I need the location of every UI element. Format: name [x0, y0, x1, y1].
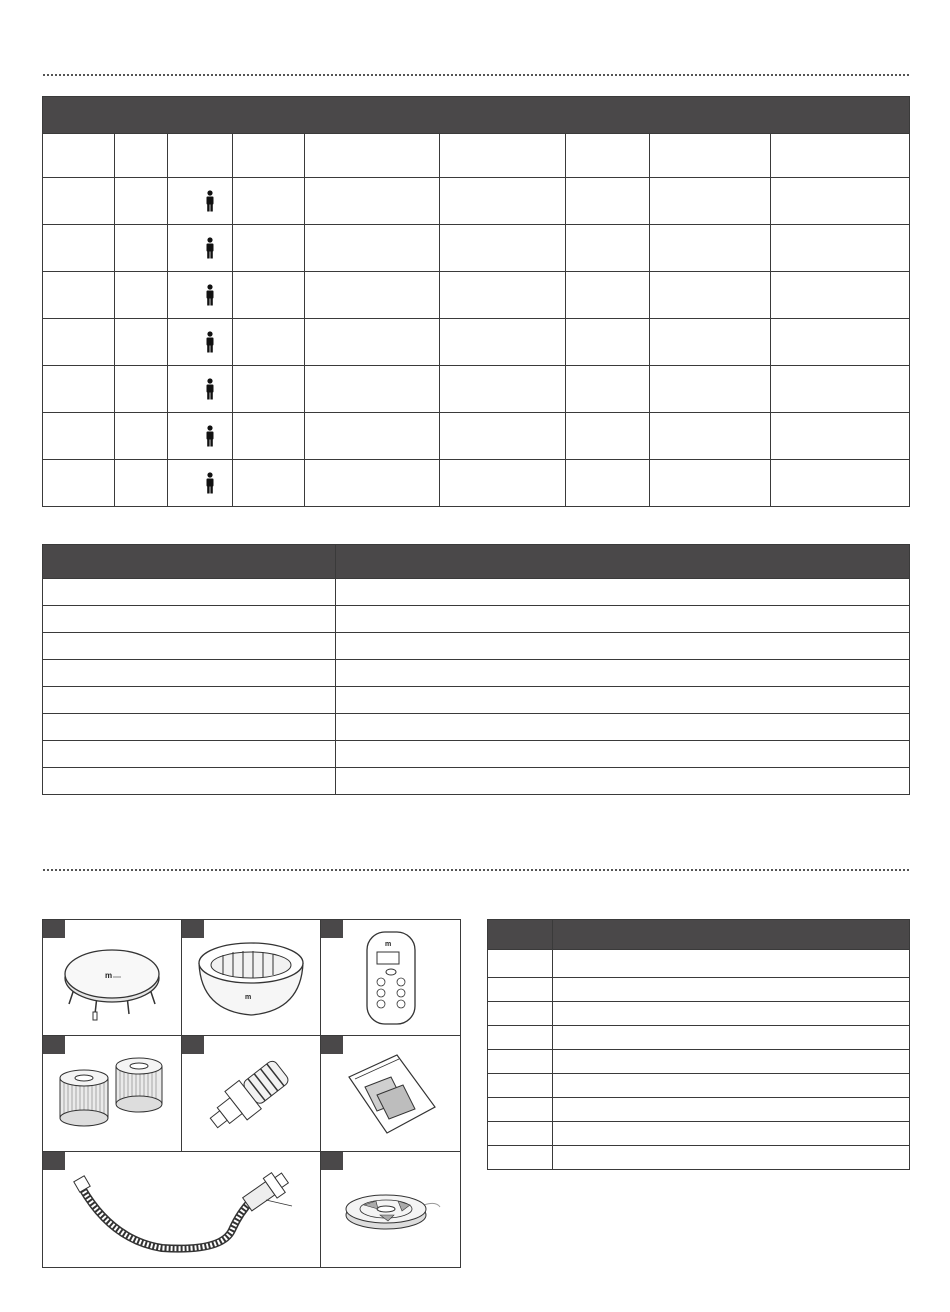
- column-header-4: [233, 134, 305, 178]
- remote-control-icon: [361, 928, 421, 1028]
- spec-table-row: [43, 413, 910, 460]
- spec-table-cell: [566, 178, 650, 225]
- parts-list-cell: [488, 1074, 553, 1098]
- spec-table-row: [43, 366, 910, 413]
- connection-hose-icon: [52, 1160, 312, 1260]
- info-table-cell: [43, 687, 336, 714]
- parts-list-header-right: [553, 920, 910, 950]
- part-cell-cover: [43, 920, 182, 1036]
- info-table-row: [43, 633, 910, 660]
- spec-table-cell: [771, 225, 910, 272]
- spec-table-cell: [566, 272, 650, 319]
- spec-table-cell: [233, 272, 305, 319]
- parts-list-row: [488, 1074, 910, 1098]
- spec-table-cell: [771, 366, 910, 413]
- spec-table-cell: [305, 366, 440, 413]
- spec-table-cell: [43, 413, 115, 460]
- parts-list-cell: [553, 1074, 910, 1098]
- info-table-cell: [336, 633, 910, 660]
- part-tag: [321, 920, 343, 938]
- info-table-cell: [336, 768, 910, 795]
- info-table-cell: [336, 714, 910, 741]
- spec-table-cell: [440, 413, 566, 460]
- spec-table-cell: [43, 272, 115, 319]
- info-table-row: [43, 660, 910, 687]
- spec-table-cell: [650, 178, 771, 225]
- spec-table-cell: [566, 319, 650, 366]
- part-tag: [43, 1036, 65, 1054]
- column-header-7: [566, 134, 650, 178]
- spec-table-cell: [566, 366, 650, 413]
- info-table-cell: [43, 579, 336, 606]
- spec-table-cell: [650, 272, 771, 319]
- parts-list-header-left: [488, 920, 553, 950]
- parts-list-table: [487, 919, 910, 1170]
- info-table-cell: [43, 633, 336, 660]
- part-cell-remote: [321, 920, 461, 1036]
- part-cell-filters: [43, 1036, 182, 1152]
- info-table-row: [43, 579, 910, 606]
- parts-list-cell: [553, 950, 910, 978]
- info-table: [42, 544, 910, 795]
- part-tag: [182, 920, 204, 938]
- spec-table-cell: [305, 460, 440, 507]
- parts-list-row: [488, 1098, 910, 1122]
- info-table-cell: [43, 768, 336, 795]
- spec-table-cell: [115, 460, 168, 507]
- info-table-cell: [336, 741, 910, 768]
- spec-table-cell: [168, 178, 233, 225]
- spec-table-cell: [115, 178, 168, 225]
- spec-table-cell: [440, 366, 566, 413]
- info-table-cell: [336, 579, 910, 606]
- spec-table-cell: [233, 178, 305, 225]
- part-cell-hose: [43, 1152, 321, 1268]
- parts-grid: [42, 919, 461, 1268]
- parts-list-cell: [488, 1050, 553, 1074]
- spec-table-cell: [440, 225, 566, 272]
- parts-list-cell: [553, 1122, 910, 1146]
- spec-table-title-cell: [43, 97, 910, 134]
- column-header-3: [168, 134, 233, 178]
- info-table-row: [43, 714, 910, 741]
- spa-tub-icon: [191, 933, 311, 1023]
- parts-list-row: [488, 1002, 910, 1026]
- part-tag: [321, 1036, 343, 1054]
- person-icon: [205, 331, 215, 353]
- spec-table-row: [43, 178, 910, 225]
- parts-list-cell: [488, 1026, 553, 1050]
- parts-list-row: [488, 978, 910, 1002]
- spec-table-cell: [305, 178, 440, 225]
- person-icon: [205, 425, 215, 447]
- spec-table-cell: [566, 413, 650, 460]
- info-table-cell: [43, 714, 336, 741]
- parts-list-cell: [553, 1098, 910, 1122]
- spec-table-cell: [43, 460, 115, 507]
- parts-list-row: [488, 950, 910, 978]
- spec-table-cell: [650, 319, 771, 366]
- info-table-row: [43, 768, 910, 795]
- info-table-cell: [43, 660, 336, 687]
- info-table-cell: [336, 660, 910, 687]
- info-table-row: [43, 741, 910, 768]
- column-header-5: [305, 134, 440, 178]
- spec-table-cell: [771, 272, 910, 319]
- drain-valve-icon: [196, 1044, 306, 1144]
- parts-list-cell: [553, 1002, 910, 1026]
- parts-list-row: [488, 1122, 910, 1146]
- info-table-cell: [336, 606, 910, 633]
- spa-cover-icon: [57, 928, 167, 1028]
- parts-list-row: [488, 1026, 910, 1050]
- tape-roll-icon: [336, 1175, 446, 1245]
- column-header-9: [771, 134, 910, 178]
- repair-patch-kit-icon: [341, 1049, 441, 1139]
- spec-table-row: [43, 225, 910, 272]
- parts-list-cell: [488, 978, 553, 1002]
- spec-table-cell: [566, 225, 650, 272]
- spec-table-cell: [771, 413, 910, 460]
- spec-table-cell: [233, 225, 305, 272]
- parts-list-cell: [488, 1122, 553, 1146]
- spec-table-cell: [771, 319, 910, 366]
- spec-table-cell: [305, 413, 440, 460]
- part-cell-valve: [182, 1036, 321, 1152]
- column-header-2: [115, 134, 168, 178]
- column-header-6: [440, 134, 566, 178]
- part-cell-tape: [321, 1152, 461, 1268]
- spec-table-cell: [115, 319, 168, 366]
- spec-table: [42, 96, 910, 507]
- spec-table-cell: [168, 319, 233, 366]
- parts-list-header: [488, 920, 910, 950]
- spec-table-cell: [43, 225, 115, 272]
- person-icon: [205, 237, 215, 259]
- spec-table-cell: [771, 460, 910, 507]
- spec-table-cell: [233, 413, 305, 460]
- info-table-cell: [43, 606, 336, 633]
- spec-table-cell: [771, 178, 910, 225]
- spec-table-cell: [168, 460, 233, 507]
- spec-table-cell: [168, 272, 233, 319]
- filter-cartridges-icon: [52, 1054, 172, 1134]
- svg-text:m: m: [105, 970, 113, 980]
- spec-table-cell: [168, 413, 233, 460]
- info-header-right: [336, 545, 910, 579]
- person-icon: [205, 284, 215, 306]
- parts-list-cell: [488, 950, 553, 978]
- parts-list-cell: [553, 978, 910, 1002]
- parts-list-cell: [553, 1146, 910, 1170]
- part-cell-tub: [182, 920, 321, 1036]
- spec-table-cell: [566, 460, 650, 507]
- spec-table-cell: [115, 366, 168, 413]
- person-icon: [205, 472, 215, 494]
- spec-table-cell: [650, 413, 771, 460]
- spec-table-row: [43, 319, 910, 366]
- spec-table-cell: [233, 319, 305, 366]
- parts-list-row: [488, 1050, 910, 1074]
- spec-table-cell: [43, 366, 115, 413]
- parts-list-cell: [488, 1098, 553, 1122]
- spec-table-cell: [43, 178, 115, 225]
- column-header-8: [650, 134, 771, 178]
- section-divider-bottom: [43, 869, 909, 871]
- spec-table-cell: [233, 366, 305, 413]
- spec-table-cell: [43, 319, 115, 366]
- info-header-left: [43, 545, 336, 579]
- spec-table-cell: [440, 178, 566, 225]
- info-table-cell: [336, 687, 910, 714]
- parts-list-cell: [553, 1026, 910, 1050]
- part-cell-patches: [321, 1036, 461, 1152]
- spec-table-cell: [305, 225, 440, 272]
- part-tag: [321, 1152, 343, 1170]
- spec-table-cell: [115, 413, 168, 460]
- spec-table-cell: [440, 460, 566, 507]
- spec-table-cell: [305, 272, 440, 319]
- section-divider-top: [43, 74, 909, 76]
- info-table-row: [43, 687, 910, 714]
- part-tag: [182, 1036, 204, 1054]
- spec-table-cell: [233, 460, 305, 507]
- spec-table-cell: [168, 366, 233, 413]
- info-table-cell: [43, 741, 336, 768]
- spec-table-cell: [440, 272, 566, 319]
- spec-table-cell: [168, 225, 233, 272]
- column-header-1: [43, 134, 115, 178]
- spec-table-cell: [115, 225, 168, 272]
- spec-table-cell: [650, 460, 771, 507]
- part-tag: [43, 1152, 65, 1170]
- parts-list-cell: [553, 1050, 910, 1074]
- parts-list-cell: [488, 1146, 553, 1170]
- person-icon: [205, 378, 215, 400]
- spec-table-cell: [440, 319, 566, 366]
- spec-table-cell: [305, 319, 440, 366]
- info-table-header: [43, 545, 910, 579]
- parts-list-row: [488, 1146, 910, 1170]
- person-icon: [205, 190, 215, 212]
- spec-table-title-band: [43, 97, 910, 134]
- spec-table-cell: [650, 366, 771, 413]
- spec-table-column-headers: [43, 134, 910, 178]
- spec-table-cell: [650, 225, 771, 272]
- part-tag: [43, 920, 65, 938]
- spec-table-row: [43, 460, 910, 507]
- info-table-row: [43, 606, 910, 633]
- parts-list-cell: [488, 1002, 553, 1026]
- spec-table-row: [43, 272, 910, 319]
- svg-text:m: m: [384, 940, 391, 948]
- spec-table-cell: [115, 272, 168, 319]
- svg-text:m: m: [245, 993, 252, 1001]
